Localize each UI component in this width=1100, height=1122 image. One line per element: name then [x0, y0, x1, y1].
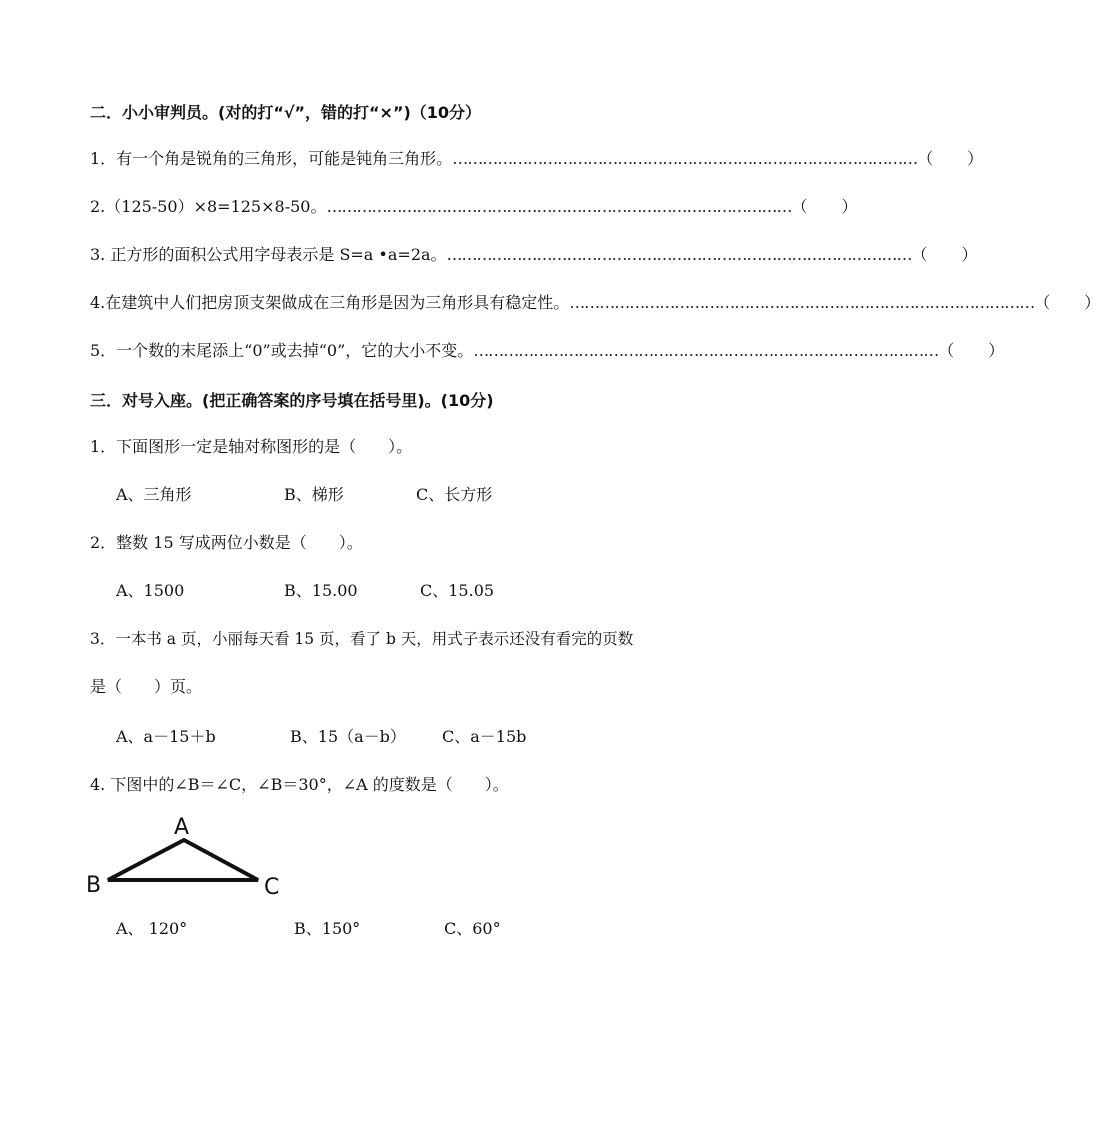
dot-leader: ………………………………………………………………………………… — [446, 245, 912, 264]
section-2-title: 二．小小审判员。(对的打“√”，错的打“×”)（10分） — [90, 103, 482, 122]
question-1: 1．下面图形一定是轴对称图形的是（ ）。 — [90, 437, 413, 456]
answer-parentheses[interactable]: （ ） — [938, 341, 1005, 360]
answer-parentheses[interactable]: （ ） — [1034, 293, 1100, 312]
q2-option-a[interactable]: A、1500 — [116, 581, 185, 600]
question-3-line-1: 3．一本书 a 页，小丽每天看 15 页，看了 b 天，用式子表示还没有看完的页数 — [90, 630, 634, 648]
question-3-line-2: 是（ ）页。 — [90, 677, 203, 696]
dot-leader: ………………………………………………………………………………… — [452, 149, 918, 168]
section-3-title: 三．对号入座。(把正确答案的序号填在括号里)。(10分) — [90, 391, 494, 410]
item-text: 4.在建筑中人们把房顶支架做成在三角形是因为三角形具有稳定性。 — [90, 293, 570, 312]
answer-parentheses[interactable]: （ ） — [791, 197, 858, 216]
q3-option-b[interactable]: B、15（a－b） — [290, 727, 406, 746]
item-text: 5．一个数的末尾添上“0”或去掉“0”，它的大小不变。 — [90, 341, 474, 360]
vertex-label-b: B — [86, 873, 102, 898]
dot-leader: ………………………………………………………………………………… — [569, 293, 1035, 312]
vertex-label-c: C — [264, 875, 280, 900]
item-text: 3. 正方形的面积公式用字母表示是 S=a •a=2a。 — [90, 245, 447, 264]
vertex-label-a: A — [174, 815, 190, 840]
q1-option-a[interactable]: A、三角形 — [116, 485, 192, 504]
answer-parentheses[interactable]: （ ） — [911, 245, 978, 264]
true-false-item-1 — [90, 148, 984, 170]
q4-option-b[interactable]: B、150° — [294, 919, 361, 938]
triangle-shape — [108, 840, 258, 880]
question-4: 4. 下图中的∠B＝∠C，∠B＝30°，∠A 的度数是（ ）。 — [90, 775, 509, 794]
true-false-item-2 — [90, 196, 858, 218]
q1-option-b[interactable]: B、梯形 — [284, 485, 344, 504]
item-text: 2.（125-50）×8=125×8-50。 — [90, 197, 327, 216]
q1-option-c[interactable]: C、长方形 — [416, 485, 493, 504]
q4-option-a[interactable]: A、 120° — [116, 919, 188, 938]
triangle-figure — [80, 808, 310, 904]
true-false-item-5 — [90, 340, 1005, 362]
dot-leader: ………………………………………………………………………………… — [473, 341, 939, 360]
q2-option-c[interactable]: C、15.05 — [420, 581, 495, 600]
q3-option-c[interactable]: C、a－15b — [442, 727, 527, 746]
q4-option-c[interactable]: C、60° — [444, 919, 501, 938]
true-false-item-3 — [90, 244, 978, 266]
dot-leader: ………………………………………………………………………………… — [326, 197, 792, 216]
q3-option-a[interactable]: A、a－15＋b — [116, 727, 216, 746]
true-false-item-4 — [90, 292, 1100, 314]
answer-parentheses[interactable]: （ ） — [917, 149, 984, 168]
item-text: 1．有一个角是锐角的三角形，可能是钝角三角形。 — [90, 149, 453, 168]
q2-option-b[interactable]: B、15.00 — [284, 581, 358, 600]
question-2: 2．整数 15 写成两位小数是（ ）。 — [90, 533, 363, 552]
